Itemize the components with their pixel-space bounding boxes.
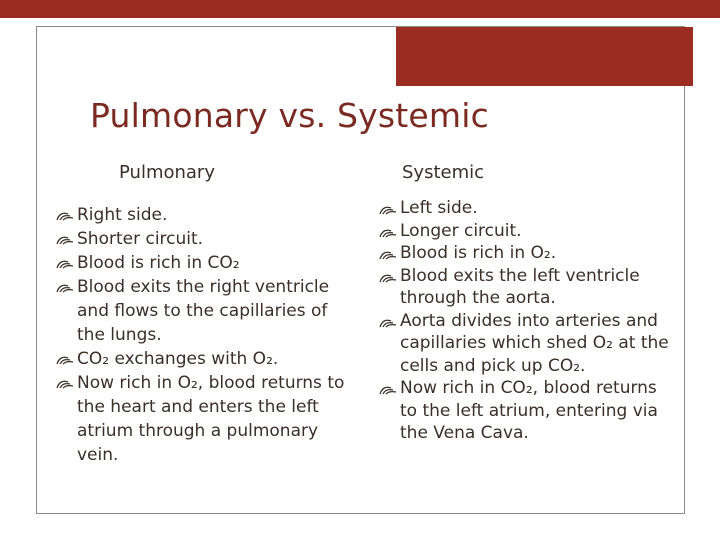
systemic-list — [379, 197, 679, 445]
wave-bullet-icon — [56, 227, 75, 249]
wave-bullet-icon — [56, 203, 75, 225]
list-item — [56, 371, 356, 467]
list-item-text: Now rich in O₂, blood returns to the heart and enters the left atrium through a pulmonary vein. — [77, 373, 345, 465]
wave-bullet-icon — [56, 371, 75, 393]
list-item — [56, 251, 356, 275]
list-item-text: Right side. — [77, 205, 168, 225]
wave-bullet-icon — [379, 310, 398, 332]
wave-bullet-icon — [379, 377, 398, 399]
wave-bullet-icon — [379, 197, 398, 219]
list-item-text: Blood exits the left ventricle through the aorta. — [400, 265, 640, 308]
wave-bullet-icon — [56, 275, 75, 297]
list-item-text: Longer circuit. — [400, 220, 522, 241]
list-item-text: Blood exits the right ventricle and flows to the capillaries of the lungs. — [77, 277, 330, 345]
wave-bullet-icon — [379, 242, 398, 264]
systemic-heading: Systemic — [402, 162, 485, 183]
list-item — [56, 347, 356, 371]
pulmonary-heading: Pulmonary — [119, 162, 215, 183]
list-item — [56, 275, 356, 347]
top-accent-bar — [0, 0, 720, 18]
list-item — [379, 310, 679, 378]
list-item — [379, 197, 679, 220]
list-item-text: Blood is rich in CO₂ — [77, 253, 240, 273]
wave-bullet-icon — [379, 265, 398, 287]
list-item-text: CO₂ exchanges with O₂. — [77, 349, 279, 369]
list-item-text: Aorta divides into arteries and capillaries which shed O₂ at the cells and pick up CO₂. — [400, 310, 669, 376]
list-item-text: Blood is rich in O₂. — [400, 243, 557, 263]
list-item — [56, 227, 356, 251]
wave-bullet-icon — [56, 347, 75, 369]
list-item — [379, 242, 679, 265]
slide-title: Pulmonary vs. Systemic — [90, 96, 489, 135]
list-item — [379, 377, 679, 445]
wave-bullet-icon — [56, 251, 75, 273]
wave-bullet-icon — [379, 220, 398, 242]
pulmonary-list — [56, 203, 356, 467]
list-item-text: Shorter circuit. — [77, 229, 204, 249]
list-item-text: Now rich in CO₂, blood returns to the left atrium, entering via the Vena Cava. — [400, 378, 658, 443]
list-item-text: Left side. — [400, 198, 478, 218]
list-item — [56, 203, 356, 227]
list-item — [379, 265, 679, 310]
list-item — [379, 220, 679, 243]
title-accent-block — [396, 27, 693, 86]
